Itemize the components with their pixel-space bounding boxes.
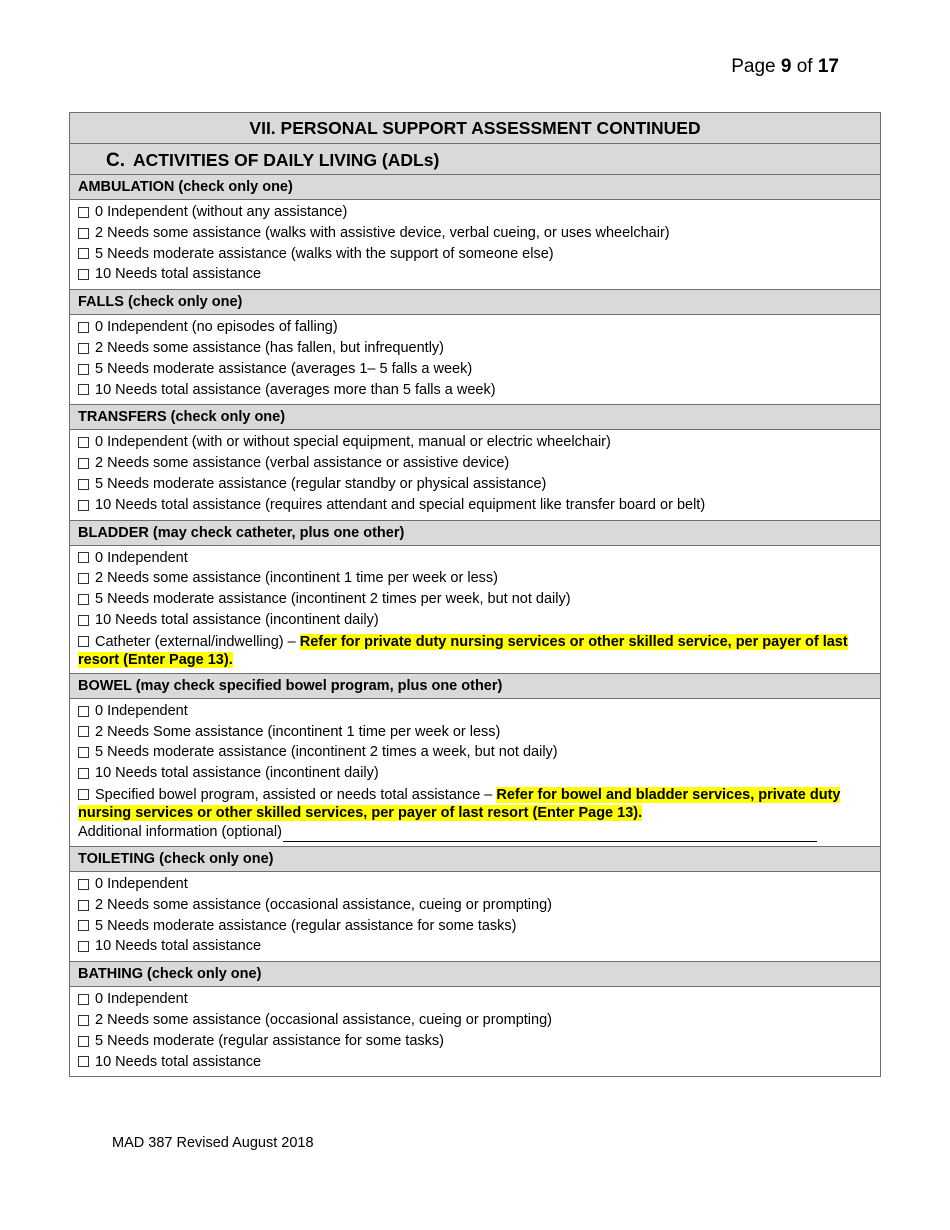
option-row[interactable] [78,548,872,569]
checkbox[interactable] [78,941,89,952]
option-row[interactable] [78,264,872,285]
checkbox[interactable] [78,1056,89,1067]
checkbox[interactable] [78,920,89,931]
checkbox[interactable] [78,636,89,647]
section-body-falls [70,315,880,405]
section-body-bathing [70,987,880,1076]
option-row[interactable] [78,1010,872,1031]
option-row[interactable] [78,223,872,244]
option-row[interactable] [78,1031,872,1052]
checkbox[interactable] [78,594,89,605]
section-header-falls: FALLS (check only one) [70,290,880,315]
option-row[interactable] [78,874,872,895]
option-label: 10 Needs total assistance (incontinent daily) [95,611,379,628]
option-label: 0 Independent [95,702,188,719]
option-label: 0 Independent (with or without special equipment, manual or electric wheelchair) [95,434,611,451]
checkbox[interactable] [78,343,89,354]
checkbox[interactable] [78,789,89,800]
section-body-bladder [70,546,880,674]
option-label: 10 Needs total assistance [95,938,262,955]
option-row[interactable] [78,495,872,516]
checkbox[interactable] [78,500,89,511]
option-label: 5 Needs moderate assistance (averages 1– 5 falls a week) [95,360,473,377]
option-label: 0 Independent (no episodes of falling) [95,319,338,336]
section-header-ambulation: AMBULATION (check only one) [70,175,880,200]
checkbox[interactable] [78,747,89,758]
checkbox[interactable] [78,322,89,333]
additional-info-label: Additional information (optional) [78,823,282,840]
checkbox[interactable] [78,479,89,490]
subtitle-letter: C. [106,150,125,171]
option-row[interactable] [78,359,872,380]
section-header-toileting: TOILETING (check only one) [70,847,880,872]
option-row[interactable] [78,317,872,338]
footer-revision: MAD 387 Revised August 2018 [112,1135,314,1151]
checkbox[interactable] [78,552,89,563]
page-number [731,56,839,78]
option-label: 10 Needs total assistance (requires attendant and special equipment like transfer board or belt) [95,496,706,513]
section-header-bowel: BOWEL (may check specified bowel program, plus one other) [70,674,880,699]
option-label: 5 Needs moderate assistance (regular standby or physical assistance) [95,475,547,492]
option-label: 2 Needs some assistance (has fallen, but infrequently) [95,339,444,356]
option-label: 5 Needs moderate (regular assistance for some tasks) [95,1032,444,1049]
option-label: 0 Independent [95,991,188,1008]
option-label: 10 Needs total assistance [95,266,262,283]
option-label: 2 Needs Some assistance (incontinent 1 time per week or less) [95,723,501,740]
checkbox[interactable] [78,364,89,375]
checkbox[interactable] [78,1036,89,1047]
checkbox[interactable] [78,269,89,280]
option-row[interactable] [78,474,872,495]
section-body-ambulation [70,200,880,290]
checkbox[interactable] [78,458,89,469]
checkbox[interactable] [78,1015,89,1026]
note-text: Specified bowel program, assisted or needs total assistance – [95,786,497,803]
option-row[interactable] [78,763,872,784]
checkbox[interactable] [78,994,89,1005]
option-label: 0 Independent [95,875,188,892]
sections-container [70,175,880,1076]
page-of: of [796,56,813,77]
option-row[interactable] [78,895,872,916]
option-label: 2 Needs some assistance (occasional assistance, cueing or prompting) [95,896,552,913]
additional-info-row [78,822,872,842]
section-header-bladder: BLADDER (may check catheter, plus one other) [70,521,880,546]
checkbox[interactable] [78,706,89,717]
option-label: 2 Needs some assistance (incontinent 1 time per week or less) [95,570,498,587]
option-row[interactable] [78,610,872,631]
option-row[interactable] [78,380,872,401]
page-current: 9 [780,56,792,77]
checkbox[interactable] [78,900,89,911]
checkbox[interactable] [78,207,89,218]
note-row[interactable] [78,784,872,822]
form-title: VII. PERSONAL SUPPORT ASSESSMENT CONTINUED [70,113,880,144]
option-row[interactable] [78,742,872,763]
option-row[interactable] [78,202,872,223]
option-label: 0 Independent [95,549,188,566]
option-row[interactable] [78,432,872,453]
option-row[interactable] [78,589,872,610]
checkbox[interactable] [78,615,89,626]
form-subtitle [70,144,880,175]
option-row[interactable] [78,701,872,722]
option-label: 5 Needs moderate assistance (incontinent 2 times a week, but not daily) [95,744,558,761]
section-body-bowel [70,699,880,847]
option-row[interactable] [78,338,872,359]
checkbox[interactable] [78,248,89,259]
note-text: Catheter (external/indwelling) – [95,633,300,650]
checkbox[interactable] [78,384,89,395]
section-header-transfers: TRANSFERS (check only one) [70,405,880,430]
checkbox[interactable] [78,437,89,448]
option-label: 10 Needs total assistance (incontinent daily) [95,765,379,782]
option-row[interactable] [78,453,872,474]
option-row[interactable] [78,568,872,589]
option-row[interactable] [78,936,872,957]
option-label: 10 Needs total assistance (averages more than 5 falls a week) [95,381,496,398]
option-label: 2 Needs some assistance (occasional assistance, cueing or prompting) [95,1011,552,1028]
section-body-transfers [70,430,880,520]
note-row[interactable] [78,631,872,669]
option-row[interactable] [78,989,872,1010]
option-label: 5 Needs moderate assistance (walks with the support of someone else) [95,245,554,262]
additional-info-field[interactable] [283,825,817,842]
option-row[interactable] [78,722,872,743]
option-row[interactable] [78,244,872,265]
referral-highlight: Refer for bowel and bladder services, private duty nursing services or other skilled services, per payer of last resort (Enter Page 13). [78,786,841,821]
checkbox[interactable] [78,726,89,737]
checkbox[interactable] [78,573,89,584]
option-row[interactable] [78,1052,872,1073]
option-label: 5 Needs moderate assistance (regular assistance for some tasks) [95,917,517,934]
option-label: 10 Needs total assistance [95,1053,262,1070]
page-total: 17 [817,56,839,77]
checkbox[interactable] [78,228,89,239]
section-header-bathing: BATHING (check only one) [70,962,880,987]
option-label: 0 Independent (without any assistance) [95,204,348,220]
option-label: 2 Needs some assistance (verbal assistance or assistive device) [95,455,510,472]
checkbox[interactable] [78,768,89,779]
option-label: 5 Needs moderate assistance (incontinent 2 times per week, but not daily) [95,591,571,608]
adl-form [69,112,881,1077]
checkbox[interactable] [78,879,89,890]
option-row[interactable] [78,916,872,937]
referral-highlight: Refer for private duty nursing services or other skilled service, per payer of last resort (Enter Page 13). [78,633,848,668]
option-label: 2 Needs some assistance (walks with assistive device, verbal cueing, or uses wheelchair) [95,224,670,241]
page-prefix: Page [731,56,776,77]
section-body-toileting [70,872,880,962]
subtitle-text: ACTIVITIES OF DAILY LIVING (ADLs) [133,150,440,170]
